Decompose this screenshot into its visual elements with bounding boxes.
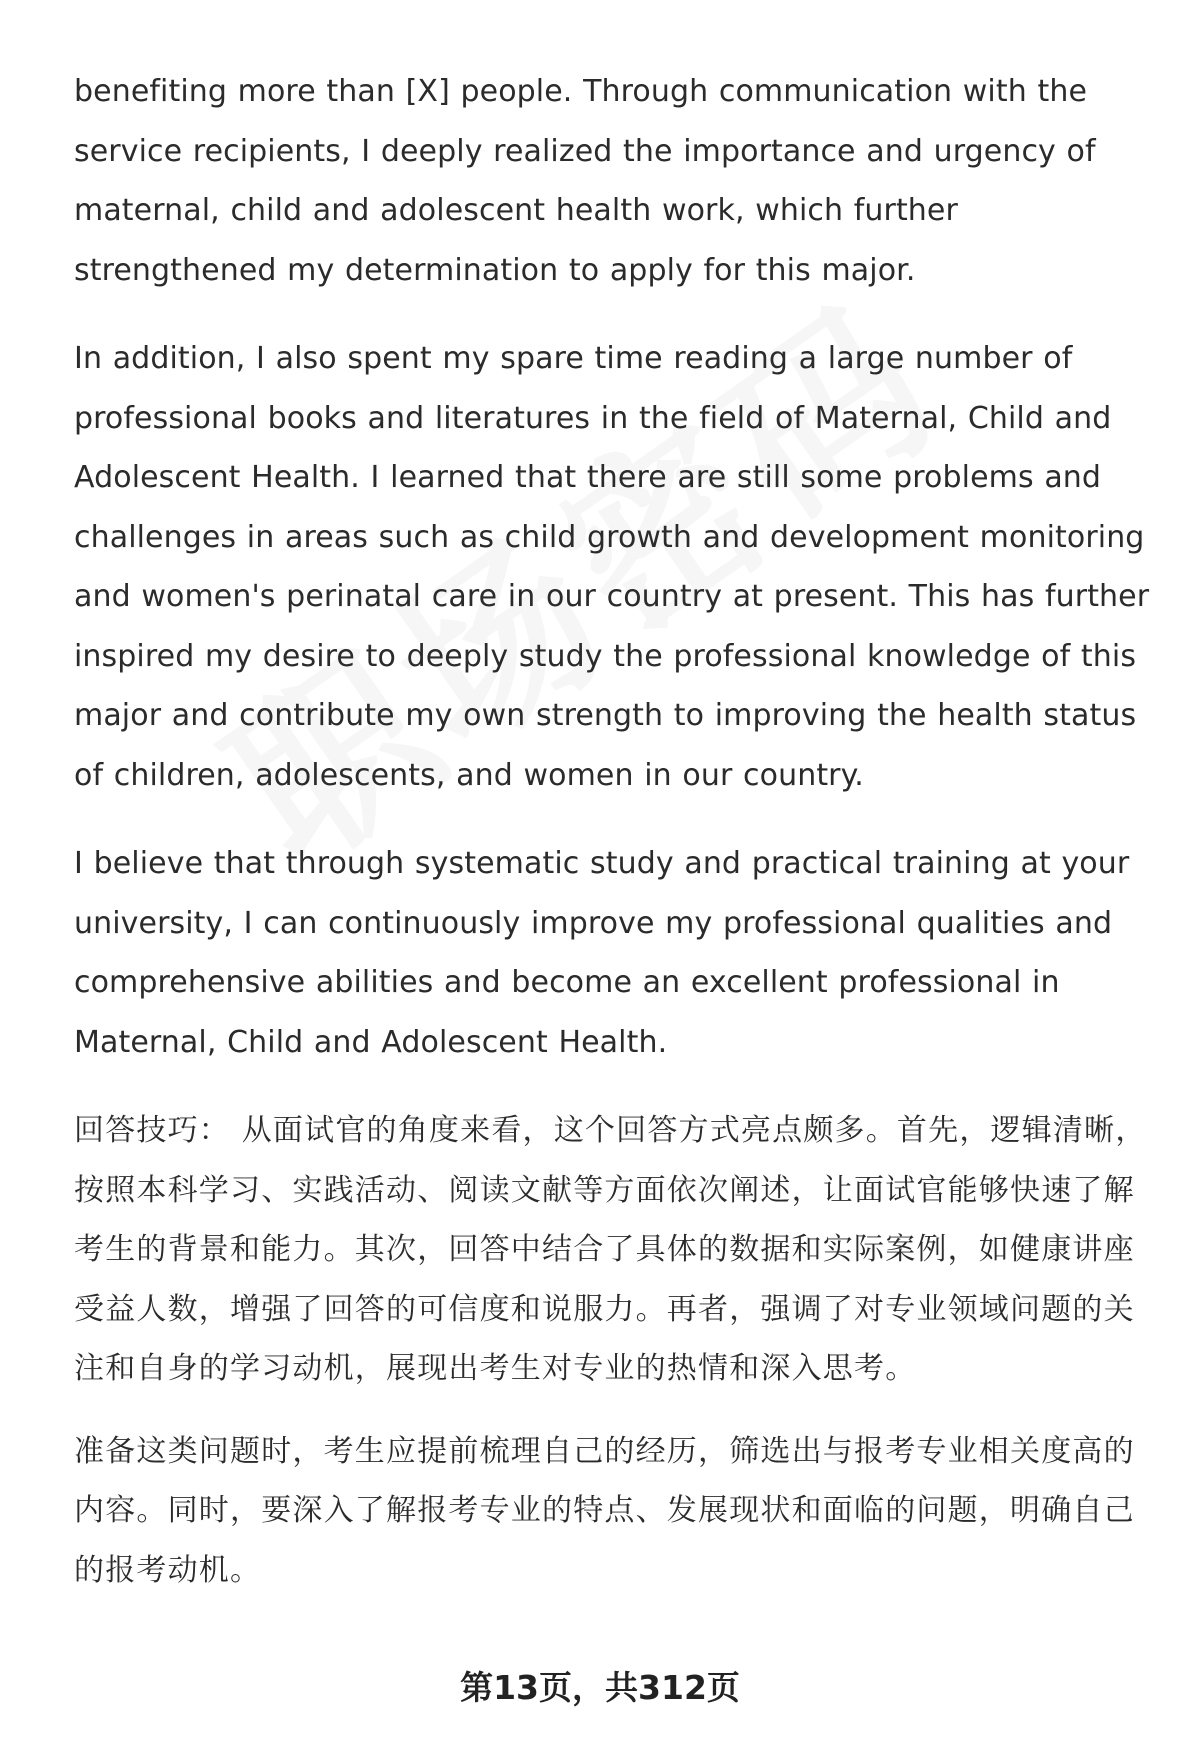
paragraph-future-goal: I believe that through systematic study and practical training at your university, I can continuously improve my professional qualities and comprehensive abilities and become an excellent professional in Maternal, Child and Adolescent Health. — [74, 846, 1130, 1060]
document-body — [74, 62, 1159, 1623]
paragraph-answer-tips: 回答技巧： 从面试官的角度来看，这个回答方式亮点颇多。首先，逻辑清晰，按照本科学习、实践活动、阅读文献等方面依次阐述，让面试官能够快速了解考生的背景和能力。其次，回答中结合了具体的数据和实际案例，如健康讲座受益人数，增强了回答的可信度和说服力。再者，强调了对专业领域问题的关注和自身的学习动机，展现出考生对专业的热情和深入思考。 — [74, 1113, 1147, 1386]
page-number: 第13页，共312页 — [460, 1668, 740, 1707]
paragraph-service-experience: benefiting more than [X] people. Through communication with the service recipients, I deeply realized the importance and urgency of maternal, child and adolescent health work, which further strengthened my determination to apply for this major. — [74, 74, 1096, 288]
paragraph-reading-literature: In addition, I also spent my spare time reading a large number of professional books and literatures in the field of Maternal, Child and Adolescent Health. I learned that there are still some problems and challenges in areas such as child growth and development monitoring and women's perinatal care in our country at present. This has further inspired my desire to deeply study the professional knowledge of this major and contribute my own strength to improving the health status of children, adolescents, and women in our country. — [74, 341, 1150, 793]
paragraph-preparation-advice: 准备这类问题时，考生应提前梳理自己的经历，筛选出与报考专业相关度高的内容。同时，要深入了解报考专业的特点、发展现状和面临的问题，明确自己的报考动机。 — [74, 1433, 1135, 1588]
